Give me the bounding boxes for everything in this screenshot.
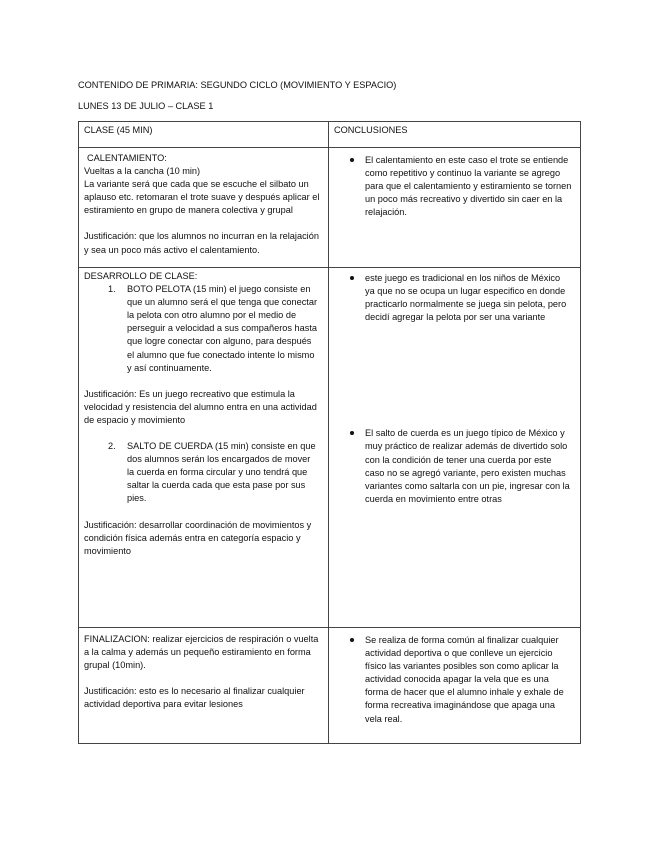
salto-cuerda-text: SALTO DE CUERDA (15 min) consiste en que dos alumnos serán los encargados de mover la cuerda en forma circular y uno tendrá que saltar la cuerda cada que esta pase por sus pies. [127, 441, 316, 504]
document-title: CONTENIDO DE PRIMARIA: SEGUNDO CICLO (MOVIMIENTO Y ESPACIO) [78, 80, 397, 90]
calentamiento-conclusion-cell [329, 148, 581, 268]
calentamiento-cell [79, 148, 329, 268]
column-header-clase: CLASE (45 MIN) [79, 122, 329, 148]
class-date: LUNES 13 DE JULIO – CLASE 1 [78, 101, 214, 111]
row-desarrollo [79, 268, 581, 628]
finalizacion-conclusion-cell [329, 628, 581, 744]
list-item [84, 440, 324, 505]
calentamiento-body: La variante será que cada que se escuche el silbato un aplauso etc. retomaran el trote suave y después aplicar el estiramiento en grupo de manera colectiva y grupal [84, 179, 320, 216]
boto-pelota-text: BOTO PELOTA (15 min) el juego consiste en que un alumno será el que tenga que conectar la pelota con otro alumno por el medio de perseguir a velocidad a sus compañeros hasta que logre conectar con alguno, para después el alumno que fue conectado intente lo mismo y así continuamente. [127, 284, 318, 373]
boto-pelota-conclusion: este juego es tradicional en los niños de México ya que no se ocupa un lugar especifico en donde practicarlo normalmente se juega sin pelota, pero decidí agregar la pelota por ser una variante [347, 272, 572, 324]
desarrollo-justificacion-2: Justificación: desarrollar coordinación de movimientos y condición física además entra en categoría espacio y movimiento [84, 519, 312, 556]
calentamiento-heading: CALENTAMIENTO: [87, 153, 167, 163]
desarrollo-heading: DESARROLLO DE CLASE: [84, 271, 198, 281]
calentamiento-conclusion: El calentamiento en este caso el trote se entiende como repetitivo y continuo la variante se agrego para que el calentamiento y estiramiento se tornen un poco más recreativo y divertido sin caer en la relajación. [347, 154, 572, 219]
item-number: 2. [108, 441, 116, 452]
finalizacion-body: FINALIZACION: realizar ejercicios de respiración o vuelta a la calma y además un pequeño estiramiento en forma grupal (10min). [84, 634, 319, 671]
list-item [84, 283, 324, 375]
calentamiento-line1: Vueltas a la cancha (10 min) [84, 166, 201, 177]
desarrollo-justificacion-1: Justificación: Es un juego recreativo que estimula la velocidad y resistencia del alumno entra en una actividad de espacio y movimiento [84, 388, 317, 425]
row-calentamiento [79, 148, 581, 268]
desarrollo-conclusion-cell [329, 268, 581, 628]
calentamiento-justificacion: Justificación: que los alumnos no incurran en la relajación y sea un poco más activo el calentamiento. [84, 231, 319, 255]
finalizacion-cell [79, 628, 329, 744]
salto-cuerda-conclusion: El salto de cuerda es un juego típico de México y muy práctico de realizar además de divertido solo con la condición de tener una cuerda por este caso no se agregó variante, pero existen muchas variantes como saltarla con un pie, ingresar con la cuerda en movimiento entre otras [347, 427, 572, 506]
desarrollo-cell [79, 268, 329, 628]
item-number: 1. [108, 284, 116, 295]
column-header-conclusiones: CONCLUSIONES [329, 122, 581, 148]
table-header-row [79, 122, 581, 148]
finalizacion-justificacion: Justificación: esto es lo necesario al finalizar cualquier actividad deportiva para evitar lesiones [84, 686, 305, 710]
finalizacion-conclusion: Se realiza de forma común al finalizar cualquier actividad deportiva o que conlleve un ejercicio físico las variantes posibles son como aplicar la actividad conocida apagar la vela que es una forma de hacer que el alumno inhale y exhale de forma recreativa imaginándose que apaga una vela real. [347, 634, 572, 726]
lesson-plan-table [78, 121, 581, 744]
row-finalizacion [79, 628, 581, 744]
